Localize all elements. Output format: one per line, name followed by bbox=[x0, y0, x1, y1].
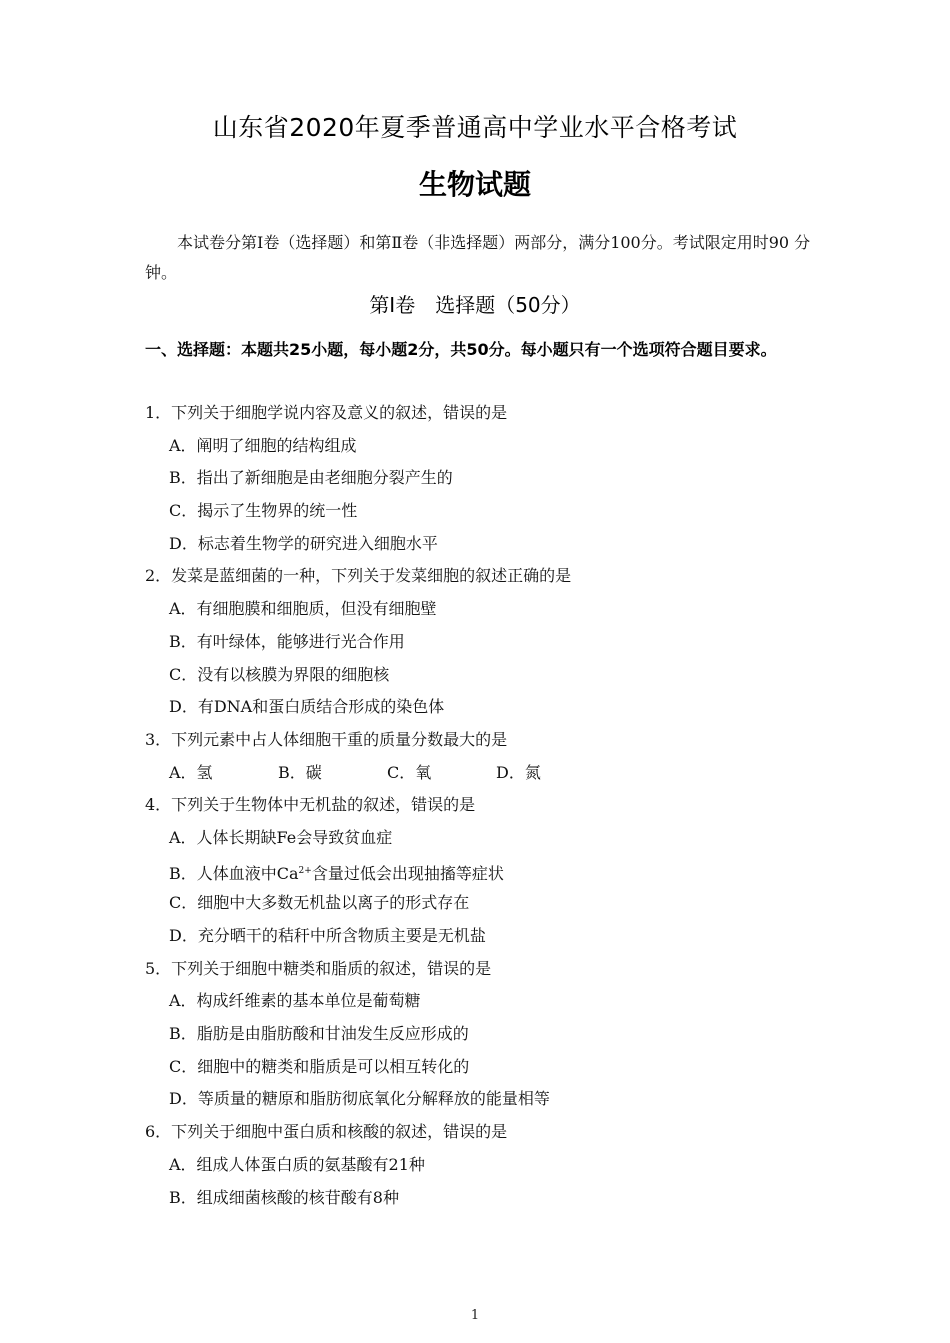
answer-option: D．标志着生物学的研究进入细胞水平 bbox=[169, 533, 438, 553]
answer-option: C．细胞中大多数无机盐以离子的形式存在 bbox=[169, 893, 470, 913]
question-stem: 2．发菜是蓝细菌的一种，下列关于发菜细胞的叙述正确的是 bbox=[145, 566, 572, 586]
ion-charge: 2+ bbox=[298, 865, 312, 876]
answer-option: B．指出了新细胞是由老细胞分裂产生的 bbox=[169, 468, 453, 488]
exam-intro: 本试卷分第Ⅰ卷（选择题）和第Ⅱ卷（非选择题）两部分，满分100分。考试限定用时90 分钟。 bbox=[145, 233, 811, 282]
answer-option: B．脂肪是由脂肪酸和甘油发生反应形成的 bbox=[169, 1024, 469, 1044]
question-stem: 5．下列关于细胞中糖类和脂质的叙述，错误的是 bbox=[145, 958, 492, 978]
answer-option: D．有DNA和蛋白质结合形成的染色体 bbox=[169, 697, 445, 717]
answer-option: A．氢 bbox=[169, 762, 213, 782]
answer-option bbox=[145, 855, 845, 888]
question-list bbox=[145, 397, 845, 1214]
question-stem: 1．下列关于细胞学说内容及意义的叙述，错误的是 bbox=[145, 403, 508, 422]
answer-option: A．构成纤维素的基本单位是葡萄糖 bbox=[169, 991, 421, 1011]
answer-option: B．有叶绿体，能够进行光合作用 bbox=[169, 631, 405, 651]
answer-option: C．细胞中的糖类和脂质是可以相互转化的 bbox=[169, 1056, 470, 1076]
answer-option: C．没有以核膜为界限的细胞核 bbox=[169, 664, 390, 684]
answer-option: D．氮 bbox=[496, 762, 541, 782]
answer-option: A．组成人体蛋白质的氨基酸有21种 bbox=[169, 1154, 425, 1174]
question-stem: 3．下列元素中占人体细胞干重的质量分数最大的是 bbox=[145, 729, 508, 749]
answer-option-row bbox=[145, 757, 845, 790]
answer-option-text: 含量过低会出现抽搐等症状 bbox=[311, 863, 504, 883]
page-number: 1 bbox=[470, 1308, 480, 1323]
section-title: 第Ⅰ卷 选择题（50分） bbox=[369, 293, 581, 317]
answer-option: D．等质量的糖原和脂肪彻底氧化分解释放的能量相等 bbox=[169, 1089, 550, 1109]
answer-option: A．阐明了细胞的结构组成 bbox=[169, 435, 357, 455]
answer-option: A．人体长期缺Fe会导致贫血症 bbox=[169, 827, 393, 847]
answer-option: A．有细胞膜和细胞质，但没有细胞壁 bbox=[169, 599, 437, 619]
answer-option: B．碳 bbox=[278, 762, 322, 782]
answer-option: D．充分晒干的秸秆中所含物质主要是无机盐 bbox=[169, 926, 486, 945]
answer-option: C．氧 bbox=[387, 762, 432, 782]
answer-option: B．组成细菌核酸的核苷酸有8种 bbox=[169, 1187, 399, 1207]
answer-option: C．揭示了生物界的统一性 bbox=[169, 501, 358, 521]
answer-option-text: B．人体血液中Ca bbox=[169, 863, 299, 883]
subject-title: 生物试题 bbox=[418, 168, 531, 201]
section-instruction: 一、选择题：本题共25小题，每小题2分，共50分。每小题只有一个选项符合题目要求。 bbox=[145, 340, 777, 359]
exam-title: 山东省2020年夏季普通高中学业水平合格考试 bbox=[212, 113, 738, 142]
question-stem: 4．下列关于生物体中无机盐的叙述，错误的是 bbox=[145, 795, 476, 815]
question-stem: 6．下列关于细胞中蛋白质和核酸的叙述，错误的是 bbox=[145, 1122, 508, 1142]
